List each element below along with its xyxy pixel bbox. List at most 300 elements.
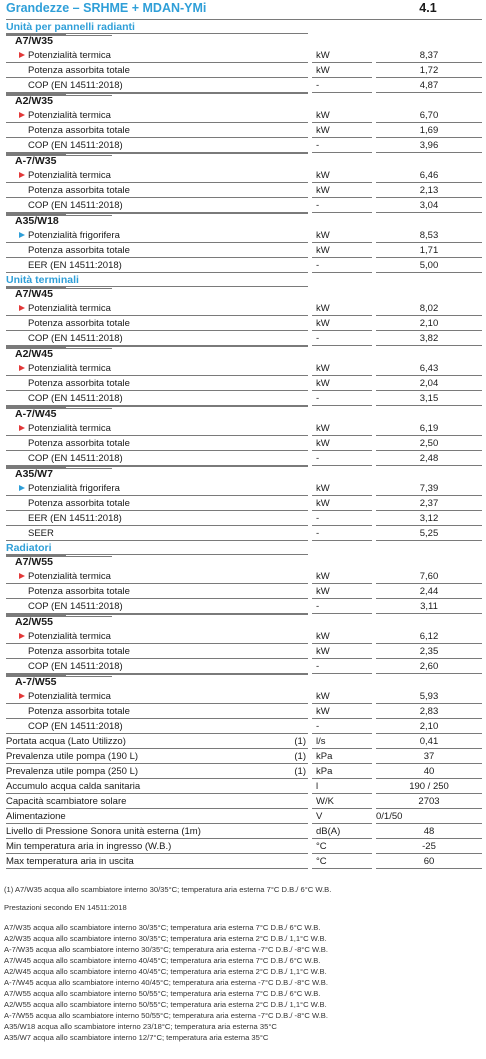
row-value: 2,50 (419, 438, 439, 449)
label-cell (6, 824, 308, 839)
row-unit: kW (316, 646, 330, 657)
general-row (6, 794, 482, 809)
standard-note: Prestazioni secondo EN 14511:2018 (4, 903, 127, 912)
row-value: 0/1/50 (376, 811, 403, 822)
heating-arrow-icon (19, 112, 25, 118)
row-unit: °C (316, 856, 327, 867)
footnotes (4, 885, 482, 1043)
row-label: Potenzialità frigorifera (28, 483, 120, 494)
unit-cell (312, 794, 372, 809)
val-cell (376, 168, 482, 183)
row-unit: kW (316, 230, 330, 241)
unit-cell (312, 361, 372, 376)
row-value: 190 / 250 (409, 781, 449, 792)
condition-description: A2/W45 acqua allo scambiatore interno 40/45°C; temperatura aria esterna 2°C D.B./ 1,1°C W.B. (4, 967, 327, 976)
footnote-ref: (1) (294, 736, 306, 747)
row-value: 0,41 (419, 736, 439, 747)
condition-row (6, 346, 482, 361)
unit-cell (312, 809, 372, 824)
condition-description: A35/W18 acqua allo scambiatore interno 23/18°C; temperatura aria esterna 35°C (4, 1022, 277, 1031)
row-label: Potenzialità termica (28, 303, 111, 314)
row-value: 6,19 (419, 423, 439, 434)
condition-row (6, 213, 482, 228)
row-unit: kW (316, 50, 330, 61)
unit-cell (312, 258, 372, 273)
row-value: 2,60 (419, 661, 439, 672)
val-cell (376, 764, 482, 779)
row-label: Potenza assorbita totale (28, 245, 130, 256)
row-label: Potenzialità termica (28, 571, 111, 582)
val-cell (376, 138, 482, 153)
condition-row (6, 406, 482, 421)
row-label: Potenzialità termica (28, 50, 111, 61)
table-row (6, 644, 482, 659)
row-unit: kW (316, 378, 330, 389)
general-row (6, 854, 482, 869)
condition-row (6, 554, 482, 569)
row-value: 1,72 (419, 65, 439, 76)
row-label: Potenza assorbita totale (28, 646, 130, 657)
row-value: 8,02 (419, 303, 439, 314)
condition-description: A35/W7 acqua allo scambiatore interno 12/7°C; temperatura aria esterna 35°C (4, 1033, 269, 1042)
table-row (6, 659, 482, 674)
unit-cell (312, 436, 372, 451)
label-cell (6, 168, 308, 183)
row-label: Potenza assorbita totale (28, 185, 130, 196)
row-label: Potenza assorbita totale (28, 378, 130, 389)
table-row (6, 451, 482, 466)
val-cell (376, 734, 482, 749)
heating-arrow-icon (19, 52, 25, 58)
table-row (6, 243, 482, 258)
row-label: COP (EN 14511:2018) (28, 393, 123, 404)
row-label: Alimentazione (6, 811, 66, 822)
cooling-arrow-icon (19, 485, 25, 491)
general-row (6, 809, 482, 824)
table-row (6, 421, 482, 436)
cooling-arrow-icon (19, 232, 25, 238)
row-value: 2,44 (419, 586, 439, 597)
table-row (6, 228, 482, 243)
label-cell (6, 78, 308, 93)
table-body (6, 20, 482, 869)
condition-row (6, 286, 482, 301)
unit-cell (312, 481, 372, 496)
label-cell (6, 629, 308, 644)
val-cell (376, 809, 482, 824)
row-unit: kW (316, 318, 330, 329)
unit-cell (312, 78, 372, 93)
row-value: 2,04 (419, 378, 439, 389)
condition-description: A7/W35 acqua allo scambiatore interno 30/35°C; temperatura aria esterna 7°C D.B./ 6°C W.B. (4, 923, 321, 932)
table-row (6, 316, 482, 331)
table-row (6, 48, 482, 63)
unit-cell (312, 228, 372, 243)
section-heading (6, 273, 482, 286)
unit-cell (312, 719, 372, 734)
row-unit: kW (316, 170, 330, 181)
row-label: Prevalenza utile pompa (250 L) (6, 766, 139, 777)
val-cell (376, 719, 482, 734)
table-row (6, 436, 482, 451)
row-label: Potenzialità frigorifera (28, 230, 120, 241)
table-row (6, 138, 482, 153)
row-unit: l/s (316, 736, 326, 747)
table-row (6, 629, 482, 644)
val-cell (376, 421, 482, 436)
general-row (6, 839, 482, 854)
row-label: Potenzialità termica (28, 363, 111, 374)
table-row (6, 301, 482, 316)
condition-label: A2/W55 (15, 616, 53, 628)
unit-cell (312, 569, 372, 584)
general-row (6, 779, 482, 794)
val-cell (376, 228, 482, 243)
row-value: 5,00 (419, 260, 439, 271)
unit-cell (312, 108, 372, 123)
row-value: 3,15 (419, 393, 439, 404)
row-label: EER (EN 14511:2018) (28, 513, 122, 524)
row-value: 6,46 (419, 170, 439, 181)
heating-arrow-icon (19, 633, 25, 639)
condition-label: A35/W18 (15, 215, 59, 227)
row-label: Potenza assorbita totale (28, 318, 130, 329)
row-label: COP (EN 14511:2018) (28, 80, 123, 91)
unit-cell (312, 511, 372, 526)
row-value: 2,83 (419, 706, 439, 717)
table-row (6, 599, 482, 614)
condition-label: A-7/W45 (15, 408, 57, 420)
label-cell (6, 764, 308, 779)
val-cell (376, 258, 482, 273)
table-row (6, 719, 482, 734)
row-unit: dB(A) (316, 826, 341, 837)
label-cell (6, 243, 308, 258)
row-value: 7,60 (419, 571, 439, 582)
row-value: 3,11 (420, 601, 438, 612)
unit-cell (312, 764, 372, 779)
table-row (6, 376, 482, 391)
condition-row (6, 466, 482, 481)
label-cell (6, 258, 308, 273)
label-cell (6, 436, 308, 451)
row-value: 5,25 (419, 528, 439, 539)
table-row (6, 496, 482, 511)
condition-row (6, 93, 482, 108)
unit-cell (312, 659, 372, 674)
row-unit: kW (316, 185, 330, 196)
row-value: 2,10 (419, 721, 439, 732)
unit-cell (312, 734, 372, 749)
row-unit: - (316, 140, 320, 151)
row-unit: °C (316, 841, 327, 852)
row-value: 6,70 (419, 110, 439, 121)
row-unit: kW (316, 110, 330, 121)
val-cell (376, 331, 482, 346)
condition-label: A7/W55 (15, 556, 53, 568)
val-cell (376, 198, 482, 213)
unit-cell (312, 316, 372, 331)
label-cell (6, 704, 308, 719)
unit-cell (312, 854, 372, 869)
label-cell (6, 599, 308, 614)
row-value: 6,12 (419, 631, 439, 642)
label-cell (6, 301, 308, 316)
row-label: COP (EN 14511:2018) (28, 721, 123, 732)
footnote-ref: (1) (294, 751, 306, 762)
row-label: Potenzialità termica (28, 423, 111, 434)
val-cell (376, 824, 482, 839)
val-cell (376, 361, 482, 376)
label-cell (6, 331, 308, 346)
condition-label: A2/W45 (15, 348, 53, 360)
val-cell (376, 749, 482, 764)
unit-cell (312, 376, 372, 391)
row-unit: kW (316, 65, 330, 76)
val-cell (376, 779, 482, 794)
val-cell (376, 376, 482, 391)
table-row (6, 569, 482, 584)
label-cell (6, 794, 308, 809)
val-cell (376, 659, 482, 674)
label-cell (6, 198, 308, 213)
label-cell (6, 183, 308, 198)
condition-row (6, 153, 482, 168)
row-unit: kPa (316, 751, 333, 762)
row-value: 1,69 (419, 125, 439, 136)
table-row (6, 481, 482, 496)
row-unit: - (316, 721, 320, 732)
condition-row (6, 33, 482, 48)
row-label: Max temperatura aria in uscita (6, 856, 134, 867)
unit-cell (312, 168, 372, 183)
heating-arrow-icon (19, 693, 25, 699)
label-cell (6, 48, 308, 63)
unit-cell (312, 704, 372, 719)
row-unit: kW (316, 631, 330, 642)
unit-cell (312, 123, 372, 138)
row-unit: kW (316, 483, 330, 494)
row-label: COP (EN 14511:2018) (28, 601, 123, 612)
section-title: Radiatori (6, 542, 52, 554)
row-unit: - (316, 333, 320, 344)
row-value: 2,35 (419, 646, 439, 657)
heating-arrow-icon (19, 172, 25, 178)
row-unit: - (316, 260, 320, 271)
val-cell (376, 629, 482, 644)
row-label: Potenzialità termica (28, 631, 111, 642)
row-unit: kW (316, 438, 330, 449)
row-label: Potenzialità termica (28, 170, 111, 181)
table-row (6, 704, 482, 719)
unit-cell (312, 749, 372, 764)
condition-label: A-7/W55 (15, 676, 57, 688)
label-cell (6, 689, 308, 704)
label-cell (6, 854, 308, 869)
row-label: Potenzialità termica (28, 110, 111, 121)
row-unit: - (316, 393, 320, 404)
unit-cell (312, 183, 372, 198)
footnote-1: (1) A7/W35 acqua allo scambiatore interno 30/35°C; temperatura aria esterna 7°C D.B./ 6°C W.B. (4, 885, 332, 894)
heating-arrow-icon (19, 573, 25, 579)
label-cell (6, 391, 308, 406)
condition-label: A7/W45 (15, 288, 53, 300)
val-cell (376, 599, 482, 614)
row-unit: kW (316, 706, 330, 717)
row-label: COP (EN 14511:2018) (28, 453, 123, 464)
row-unit: - (316, 513, 320, 524)
section-heading (6, 20, 482, 33)
val-cell (376, 243, 482, 258)
row-value: 8,53 (419, 230, 439, 241)
unit-cell (312, 391, 372, 406)
unit-cell (312, 243, 372, 258)
table-row (6, 63, 482, 78)
row-unit: W/K (316, 796, 334, 807)
label-cell (6, 481, 308, 496)
unit-cell (312, 331, 372, 346)
condition-description: A2/W35 acqua allo scambiatore interno 30/35°C; temperatura aria esterna 2°C D.B./ 1,1°C W.B. (4, 934, 327, 943)
row-label: COP (EN 14511:2018) (28, 661, 123, 672)
val-cell (376, 123, 482, 138)
table-row (6, 361, 482, 376)
row-unit: l (316, 781, 319, 792)
row-label: SEER (28, 528, 54, 539)
val-cell (376, 301, 482, 316)
val-cell (376, 511, 482, 526)
conditions-list (4, 922, 482, 1043)
row-value: 3,96 (419, 140, 439, 151)
row-unit: kW (316, 303, 330, 314)
general-row (6, 764, 482, 779)
val-cell (376, 794, 482, 809)
row-value: 3,04 (419, 200, 439, 211)
row-label: Min temperatura aria in ingresso (W.B.) (6, 841, 172, 852)
table-row (6, 168, 482, 183)
table-row (6, 584, 482, 599)
unit-cell (312, 421, 372, 436)
table-row (6, 123, 482, 138)
section-title: Unità per pannelli radianti (6, 21, 135, 33)
row-unit: - (316, 661, 320, 672)
condition-row (6, 674, 482, 689)
row-label: Potenza assorbita totale (28, 125, 130, 136)
unit-cell (312, 138, 372, 153)
row-value: 3,12 (419, 513, 439, 524)
row-unit: kW (316, 125, 330, 136)
spec-table (6, 0, 482, 869)
unit-cell (312, 629, 372, 644)
row-label: COP (EN 14511:2018) (28, 333, 123, 344)
row-label: Portata acqua (Lato Utilizzo) (6, 736, 126, 747)
unit-cell (312, 198, 372, 213)
row-value: 4,87 (419, 80, 439, 91)
label-cell (6, 316, 308, 331)
label-cell (6, 496, 308, 511)
general-row (6, 749, 482, 764)
val-cell (376, 839, 482, 854)
row-label: Potenza assorbita totale (28, 498, 130, 509)
row-unit: V (316, 811, 323, 822)
general-row (6, 734, 482, 749)
row-unit: kW (316, 245, 330, 256)
table-row (6, 511, 482, 526)
row-value: 7,39 (419, 483, 439, 494)
table-row (6, 108, 482, 123)
condition-row (6, 614, 482, 629)
row-value: 37 (423, 751, 435, 762)
row-value: 40 (423, 766, 435, 777)
val-cell (376, 526, 482, 541)
row-value: 6,43 (419, 363, 439, 374)
row-unit: - (316, 528, 320, 539)
row-value: 3,82 (419, 333, 439, 344)
label-cell (6, 584, 308, 599)
val-cell (376, 436, 482, 451)
row-value: 2,10 (419, 318, 439, 329)
row-label: Potenza assorbita totale (28, 438, 130, 449)
row-label: Accumulo acqua calda sanitaria (6, 781, 141, 792)
table-row (6, 183, 482, 198)
table-row (6, 198, 482, 213)
row-value: 2,48 (419, 453, 439, 464)
unit-cell (312, 644, 372, 659)
label-cell (6, 228, 308, 243)
unit-cell (312, 584, 372, 599)
heating-arrow-icon (19, 305, 25, 311)
unit-cell (312, 599, 372, 614)
label-cell (6, 749, 308, 764)
label-cell (6, 451, 308, 466)
label-cell (6, 138, 308, 153)
unit-cell (312, 451, 372, 466)
val-cell (376, 689, 482, 704)
row-label: EER (EN 14511:2018) (28, 260, 122, 271)
row-value: 2,13 (419, 185, 439, 196)
row-label: COP (EN 14511:2018) (28, 140, 123, 151)
footnote-ref: (1) (294, 766, 306, 777)
condition-description: A7/W45 acqua allo scambiatore interno 40/45°C; temperatura aria esterna 7°C D.B./ 6°C W.B. (4, 956, 321, 965)
row-unit: kW (316, 691, 330, 702)
condition-label: A2/W35 (15, 95, 53, 107)
row-value: 48 (423, 826, 435, 837)
val-cell (376, 481, 482, 496)
unit-cell (312, 63, 372, 78)
label-cell (6, 569, 308, 584)
row-value: 5,93 (419, 691, 439, 702)
condition-description: A-7/W55 acqua allo scambiatore interno 50/55°C; temperatura aria esterna -7°C D.B./ -8°C W.B. (4, 1011, 328, 1020)
row-unit: kW (316, 363, 330, 374)
general-row (6, 824, 482, 839)
label-cell (6, 511, 308, 526)
row-value: 8,37 (419, 50, 439, 61)
condition-label: A-7/W35 (15, 155, 57, 167)
unit-cell (312, 839, 372, 854)
val-cell (376, 316, 482, 331)
label-cell (6, 108, 308, 123)
table-row (6, 258, 482, 273)
unit-cell (312, 301, 372, 316)
val-cell (376, 496, 482, 511)
label-cell (6, 809, 308, 824)
label-cell (6, 361, 308, 376)
label-cell (6, 123, 308, 138)
row-label: COP (EN 14511:2018) (28, 200, 123, 211)
label-cell (6, 839, 308, 854)
row-label: Livello di Pressione Sonora unità esterna (1m) (6, 826, 201, 837)
unit-cell (312, 496, 372, 511)
val-cell (376, 451, 482, 466)
